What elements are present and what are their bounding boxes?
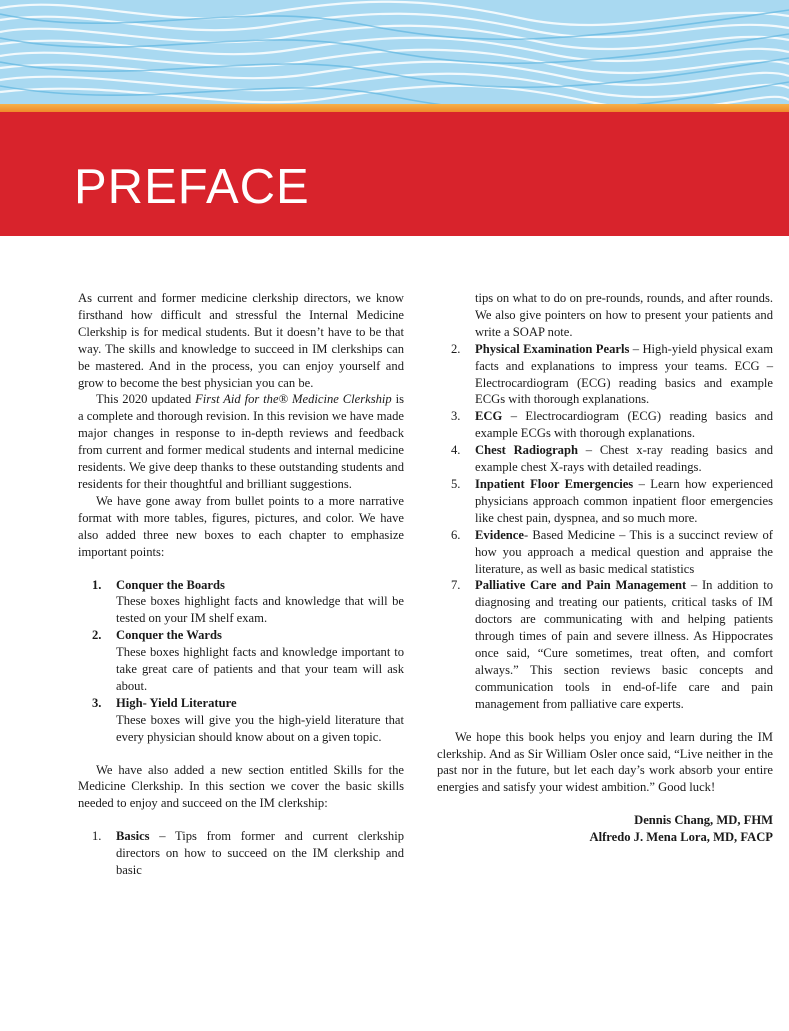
list-item — [451, 408, 773, 442]
wave-pattern-banner — [0, 0, 789, 108]
page-title: PREFACE — [74, 160, 310, 214]
skills-list — [451, 290, 773, 713]
list-item — [92, 577, 404, 628]
list-description: – Learn how experienced physicians approach common inpatient floor emergencies like chest pain, dyspnea, and so much more. — [475, 476, 773, 525]
revision-text-start: This 2020 updated — [96, 392, 196, 407]
list-item — [92, 627, 404, 695]
list-heading: Evidence — [475, 527, 524, 542]
list-heading: Chest Radiograph — [475, 443, 578, 458]
list-description: These boxes highlight facts and knowledge important to take great care of patients and that your team will ask about. — [116, 645, 404, 693]
list-number: 3. — [92, 695, 102, 710]
list-number: 7. — [451, 578, 461, 593]
list-item — [451, 577, 773, 712]
list-description: – Electrocardiogram (ECG) reading basics and example ECGs with thorough explanations. — [475, 409, 773, 441]
list-description: – High-yield physical exam facts and explanations to impress your teams. ECG – Electrocardiogram (ECG) reading basics and example ECGs with thorough explanations. — [475, 341, 773, 407]
accent-stripe — [0, 104, 789, 112]
list-description: – In addition to diagnosing and treating our patients, critical tasks of IM doctors are communicating with and helping patients through times of pain and severe illness. As Hippocrates once said, “Cure sometimes, treat often, and comfort always.” This section reviews basic concepts and communication tools in end-of-life care and pain management from palliative care experts. — [475, 578, 774, 711]
list-number: 3. — [451, 409, 461, 424]
list-number: 1. — [92, 577, 102, 592]
list-description: – Chest x-ray reading basics and example chest X-rays with detailed readings. — [475, 443, 773, 475]
list-item — [451, 341, 773, 409]
list-heading: Basics — [116, 829, 150, 844]
list-heading: Physical Examination Pearls — [475, 341, 630, 356]
left-column — [78, 290, 404, 879]
boxes-list — [92, 577, 404, 746]
list-number: 1. — [92, 829, 102, 844]
closing-paragraph: We hope this book helps you enjoy and learn during the IM clerkship. And as Sir William Osler once said, “Live neither in the past nor in the future, but let each day’s work absorb your entire energies and satisfy your widest ambition.” Good luck! — [437, 729, 773, 795]
book-title: First Aid for the® Medicine Clerkship — [195, 392, 392, 407]
list-item-continued — [451, 290, 773, 341]
list-number: 2. — [451, 341, 461, 356]
revision-text-end: is a complete and thorough revision. In this revision we have made major changes in response to in-depth reviews and feedback from current and former medical students and internal medicine residents. We give deep thanks to these outstanding students and residents for their thoughtful and brilliant suggestions. — [78, 392, 404, 491]
right-column — [437, 290, 773, 846]
wave-lines-graphic — [0, 0, 789, 108]
list-item — [92, 695, 404, 746]
list-heading: Conquer the Boards — [116, 577, 225, 592]
list-item — [451, 442, 773, 476]
revision-paragraph — [78, 391, 404, 492]
list-number: 2. — [92, 628, 102, 643]
list-item — [92, 828, 404, 879]
list-description: - Based Medicine – This is a succinct review of how you approach a medical question and appraise the literature, as well as basic medical statistics — [475, 527, 773, 576]
list-description: – Tips from former and current clerkship directors on how to succeed on the IM clerkship and basic — [116, 829, 404, 878]
list-number: 6. — [451, 527, 461, 542]
list-item — [451, 527, 773, 578]
list-heading: Inpatient Floor Emergencies — [475, 476, 634, 491]
list-heading: ECG — [475, 409, 503, 424]
list-number: 4. — [451, 443, 461, 458]
list-description: tips on what to do on pre-rounds, rounds, and after rounds. We also give pointers on how to present your patients and write a SOAP note. — [475, 291, 773, 339]
author-signature: Dennis Chang, MD, FHM — [634, 813, 773, 828]
list-heading: High- Yield Literature — [116, 695, 237, 710]
skills-list-start — [92, 828, 404, 879]
intro-paragraph: As current and former medicine clerkship directors, we know firsthand how difficult and stressful the Internal Medicine Clerkship is for medical students. But it doesn’t have to be that way. The skills and knowledge to succeed in IM clerkships can be mastered. And in the process, you can enjoy yourself and grow to become the best physician you can be. — [78, 291, 404, 390]
list-heading: Palliative Care and Pain Management — [475, 578, 687, 593]
list-heading: Conquer the Wards — [116, 628, 222, 643]
list-description: These boxes highlight facts and knowledge that will be tested on your IM shelf exam. — [116, 594, 404, 626]
list-description: These boxes will give you the high-yield literature that every physician should know about on a given topic. — [116, 712, 404, 744]
skills-intro-paragraph: We have also added a new section entitled Skills for the Medicine Clerkship. In this section we cover the basic skills needed to enjoy and succeed on the IM clerkship: — [78, 762, 404, 811]
list-item — [451, 476, 773, 527]
author-signature: Alfredo J. Mena Lora, MD, FACP — [589, 830, 773, 845]
list-number: 5. — [451, 476, 461, 491]
format-paragraph: We have gone away from bullet points to a more narrative format with more tables, figures, pictures, and color. We have also added three new boxes to each chapter to emphasize important points: — [78, 493, 404, 559]
